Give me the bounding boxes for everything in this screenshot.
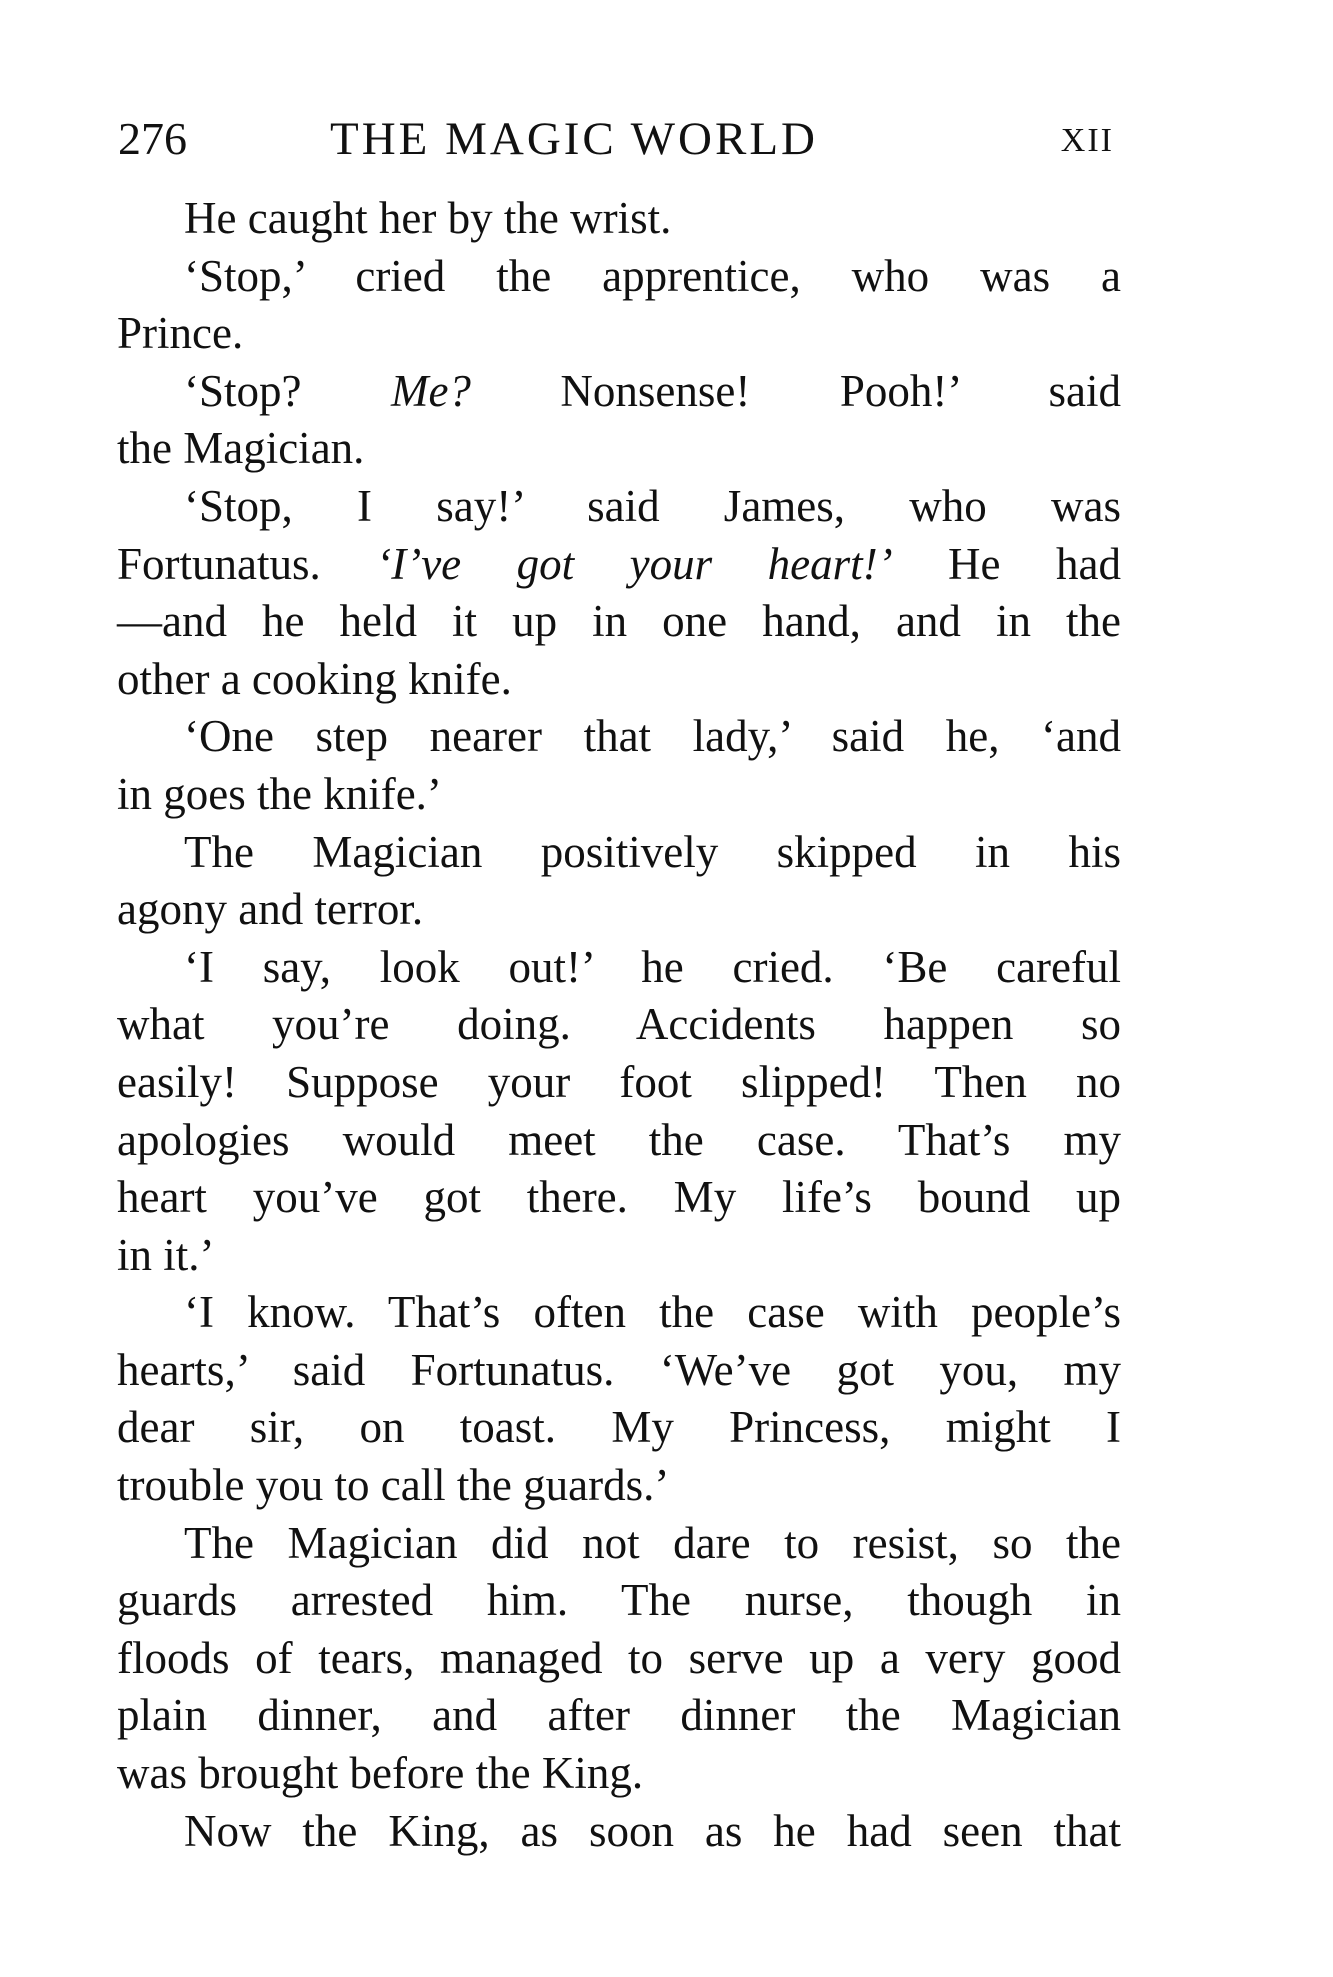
text-line: ‘I say, look out!’ he cried. ‘Be careful bbox=[184, 941, 1121, 992]
text-fragment: Fortunatus. bbox=[117, 538, 377, 589]
text-line: floods of tears, managed to serve up a very good bbox=[117, 1632, 1121, 1683]
text-line: hearts,’ said Fortunatus. ‘We’ve got you, my bbox=[117, 1344, 1121, 1395]
text-line: The Magician did not dare to resist, so the bbox=[184, 1517, 1121, 1568]
chapter-number: XII bbox=[1060, 122, 1114, 159]
text-line: ‘Stop,’ cried the apprentice, who was a bbox=[184, 250, 1121, 301]
text-line: Prince. bbox=[117, 308, 244, 359]
text-line: dear sir, on toast. My Princess, might I bbox=[117, 1402, 1121, 1453]
text-line: trouble you to call the guards.’ bbox=[117, 1460, 670, 1511]
text-line: in it.’ bbox=[117, 1229, 215, 1280]
text-line bbox=[117, 536, 1121, 594]
text-line: apologies would meet the case. That’s my bbox=[117, 1114, 1121, 1165]
body-text bbox=[117, 190, 1121, 1860]
text-line: The Magician positively skipped in his bbox=[184, 826, 1121, 877]
italic-text: ‘I’ve got your heart!’ bbox=[376, 538, 893, 589]
text-fragment: Nonsense! Pooh!’ said bbox=[470, 365, 1121, 416]
text-line: —and he held it up in one hand, and in the bbox=[117, 596, 1121, 647]
text-line: He caught her by the wrist. bbox=[184, 193, 672, 243]
italic-text: Me? bbox=[390, 365, 471, 416]
text-line: easily! Suppose your foot slipped! Then no bbox=[117, 1056, 1121, 1107]
text-fragment: He had bbox=[892, 538, 1121, 589]
running-title: THE MAGIC WORLD bbox=[330, 113, 818, 165]
text-line: in goes the knife.’ bbox=[117, 768, 442, 819]
text-line: other a cooking knife. bbox=[117, 653, 512, 704]
text-line bbox=[117, 363, 1121, 421]
text-line: ‘One step nearer that lady,’ said he, ‘and bbox=[184, 711, 1121, 762]
text-line: ‘I know. That’s often the case with people’s bbox=[184, 1287, 1121, 1338]
text-line: agony and terror. bbox=[117, 884, 424, 935]
page-number: 276 bbox=[118, 113, 187, 164]
text-line: guards arrested him. The nurse, though in bbox=[117, 1575, 1121, 1626]
text-line: what you’re doing. Accidents happen so bbox=[117, 999, 1121, 1050]
text-line: heart you’ve got there. My life’s bound up bbox=[117, 1172, 1121, 1223]
text-line: the Magician. bbox=[117, 423, 365, 474]
text-line: was brought before the King. bbox=[117, 1748, 644, 1799]
text-line: ‘Stop, I say!’ said James, who was bbox=[184, 480, 1121, 531]
running-head bbox=[118, 104, 1120, 174]
text-line: Now the King, as soon as he had seen that bbox=[184, 1805, 1121, 1856]
text-fragment: ‘Stop? bbox=[184, 365, 391, 416]
text-line: plain dinner, and after dinner the Magician bbox=[117, 1690, 1121, 1741]
